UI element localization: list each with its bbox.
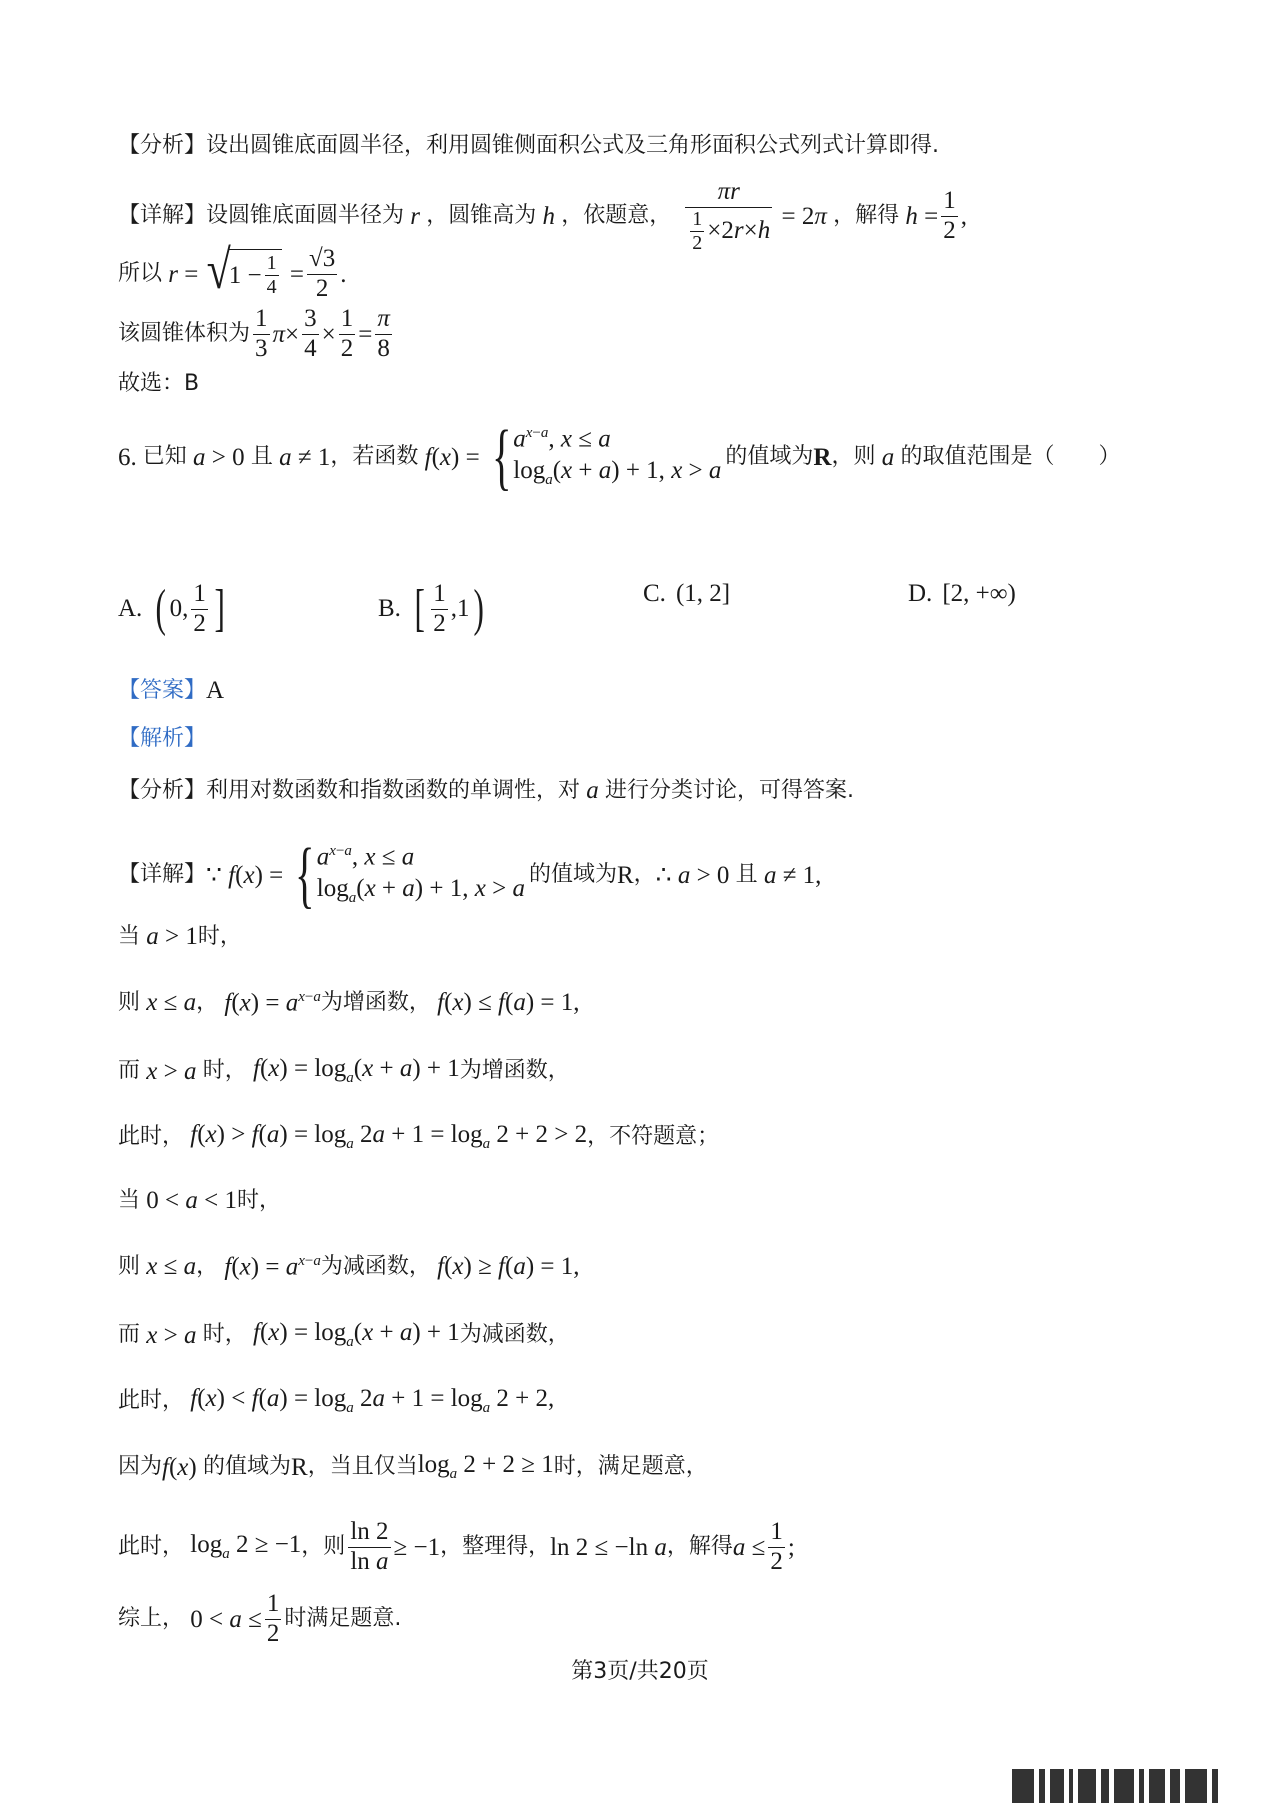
question-number: 6. [118,443,137,471]
detail-text: 当 [118,923,141,949]
p5-detail: 【详解】 设圆锥底面圆半径为 r ，圆锥高为 h ，依题意， πr $\frac{1}{2}$ ×2 r × h = 2π ，解得 h = $\frac{1}{2}$ , [118,178,968,254]
detail-text: 此时， [118,1124,185,1149]
detail-text: 的值域为 [202,1454,291,1479]
detail-text: 此时， [118,1388,185,1413]
detail-text: 则 [118,989,141,1015]
option-b: B. [ $\frac{1}{2}$ ,1 ) [378,580,484,638]
option-label: C. [643,580,666,607]
p5-r-line: 所以 r = √ 1 − $\frac{1}{4}$ = $\frac{√3}{2}$ . [118,239,347,302]
q6-text: 的值域为 [725,444,814,469]
option-label: B. [378,595,401,623]
detail-text: ， [196,1253,219,1279]
detail-text: 该圆锥体积为 [118,321,251,347]
detail-text: 当 [118,1187,141,1213]
watermark-bars [1012,1763,1272,1803]
case2-line4: 因为 f(x) 的值域为 R ，当且仅当 $\log_a 2 + 2 \ge 1$ 时，满足题意， [118,1451,708,1482]
option-c: C. (1, 2] [643,580,731,607]
sol6-analysis: 【分析】 利用对数函数和指数函数的单调性，对 a 进行分类讨论，可得答案. [118,777,855,804]
detail-text: ，当且仅当 [307,1454,418,1479]
case1-line3: 此时， $f(x) > f(a) = \log_a 2a + 1 = \log_a 2 + 2 > 2$ ，不符题意； [118,1121,720,1152]
option-d: D. [2, +∞) [908,580,1016,607]
q6-text: 已知 [142,444,187,469]
var-r: r [404,202,427,230]
jiexi-tag: 【解析】 [118,726,207,751]
detail-text: 时， [202,1058,247,1083]
conclusion-line: 综上， 0 < a ≤ $\frac{1}{2}$ 时满足题意. [118,1590,402,1647]
detail-text: ，圆锥高为 [426,203,537,229]
detail-text: 时满足题意. [284,1606,402,1632]
p5-choice [118,373,1220,395]
q6-text: ，若函数 [330,444,419,469]
piecewise-function: { $a^{x-a}$, x ≤ a $\log_a(x + a) + 1$, x > a [491,416,722,498]
answer-value: A [206,677,225,704]
sqrt-expression: √ 1 − $\frac{1}{4}$ [207,249,282,299]
detail-text: 时，满足题意， [553,1454,708,1479]
piecewise-function: { $a^{x-a}$, x ≤ a $\log_a(x + a) + 1$, x > a [295,834,525,916]
detail-text: ，解得 [833,203,900,229]
detail-text: 为减函数， [320,1253,431,1279]
detail-text: 时， [202,1322,247,1347]
case2-line2: 而 x > a 时， $f(x) = \log_a(x + a) + 1$ 为减函数， [118,1319,570,1350]
answer-tag: 【答案】 [118,677,207,703]
detail-text: 则 [118,1253,141,1279]
option-a: A. ( 0, $\frac{1}{2}$ ] [118,580,225,638]
detail-text: 设圆锥底面圆半径为 [206,203,405,229]
detail-text: 时， [197,923,242,949]
var-h: h [536,202,562,230]
h-fraction: $\frac{1}{2}$ [943,187,956,244]
detail-text: ，则 [301,1534,346,1560]
detail-text: 时， [236,1187,281,1213]
set-r: R [813,443,832,471]
analysis-tag: 【分析】 [118,133,207,158]
r-fraction: $\frac{√3}{2}$ [308,245,336,302]
q6-text: 且 [250,444,273,469]
case2-line5: 此时， $\log_a 2 \ge -1$ ，则 $\frac{\ln 2}{\text{ln a}}$ ≥ −1 ，整理得， ln 2 ≤ −ln a ，解得 a ≤ $\frac{1}{2}$ ; [118,1518,795,1575]
case2-line3: 此时， $f(x) < f(a) = \log_a 2a + 1 = \log_a 2 + 2$, [118,1385,555,1416]
page-footer: 第3页/共20页 [571,1659,709,1684]
detail-tag: 【详解】 [118,203,207,229]
detail-text: ，依题意， [561,203,672,229]
detail-text: ，解得 [666,1534,733,1560]
detail-tag: 【详解】 [118,862,207,887]
detail-text: 且 [735,862,758,887]
detail-text: 为增函数， [459,1058,570,1083]
sol6-detail: 【详解】 ∵ f(x) = { $a^{x-a}$, x ≤ a $\log_a(x + a) + 1$, x > a 的值域为 R ， ∴ a > 0 且 a ≠ 1, [118,834,822,916]
detail-text: ， [633,862,656,887]
detail-text: 为减函数， [459,1322,570,1347]
analysis-text: 利用对数函数和指数函数的单调性，对 [206,777,581,803]
analysis-text: 进行分类讨论，可得答案. [605,777,855,803]
detail-text: 因为 [118,1454,163,1479]
analysis-tag: 【分析】 [118,777,207,803]
case2-head: 当 0 < a < 1 时， [118,1187,281,1214]
jiexi-line [118,728,1220,750]
choice-text: 故选：B [118,371,200,396]
q6-text: 的取值范围是（ ） [900,444,1121,469]
q6-text: ，则 [831,444,876,469]
detail-text: ， [196,989,219,1015]
detail-text: 综上， [118,1606,185,1632]
answer-line [118,678,1220,703]
case1-line1: 则 x ≤ a ， $f(x) = a^{x-a}$ 为增函数， f(x) ≤ f(a) = 1, [118,989,580,1017]
detail-text: 的值域为 [528,862,617,887]
detail-text: 而 [118,1058,141,1083]
lateral-fraction: πr $\frac{1}{2}$ ×2 r × h [685,178,772,255]
detail-text: ，整理得， [440,1534,551,1560]
detail-text: 所以 [118,261,163,287]
q6-stem: 6. 已知 a > 0 且 a ≠ 1 ，若函数 f(x) = { $a^{x-a}$, x ≤ a $\log_a(x + a) + 1$, x > a 的值域为 R ，则 a 的取值范围是（ ） [118,416,1121,498]
p5-analysis [118,135,1220,157]
p5-volume-line: 该圆锥体积为 $\frac{1}{3}$ π × $\frac{3}{4}$ × $\frac{1}{2}$ = $\frac{\pi}{8}$ [118,305,390,362]
detail-text: 此时， [118,1534,185,1560]
detail-text: 为增函数， [320,989,431,1015]
analysis-text: 设出圆锥底面圆半径，利用圆锥侧面积公式及三角形面积公式列式计算即得. [206,133,940,158]
option-label: D. [908,580,933,607]
case2-line1: 则 x ≤ a ， $f(x) = a^{x-a}$ 为减函数， f(x) ≥ f(a) = 1, [118,1253,580,1281]
case1-line2: 而 x > a 时， $f(x) = \log_a(x + a) + 1$ 为增函数， [118,1055,570,1086]
case1-head: 当 a > 1 时， [118,923,242,950]
detail-text: 而 [118,1322,141,1347]
detail-text: ，不符题意； [587,1124,720,1149]
option-label: A. [118,595,143,623]
